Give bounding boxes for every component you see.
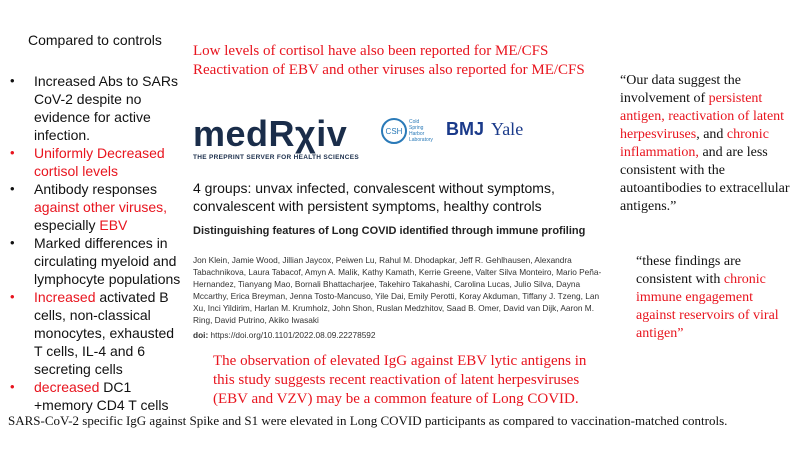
quote-text: chronic inflammation, [620,127,769,160]
bullet-text: EBV [99,217,128,233]
left-bullet-item [8,288,183,378]
csh-line: Laboratory [409,137,433,143]
bullet-text: Increased Abs to SARs CoV-2 despite no evidence for active infection. [34,73,178,143]
quote-text: “Our data suggest the involvement of [620,73,741,106]
quote-text: “these findings are consistent with [636,254,741,287]
top-note [193,42,585,80]
csh-mark-text: CSH [385,127,403,136]
csh-line: Cold [409,119,420,125]
footer-note: SARS-CoV-2 specific IgG against Spike and S1 were elevated in Long COVID participants as compared to vaccination-matched controls. [8,413,728,428]
bullet-text: especially [34,217,100,233]
bullet-dot: • [10,235,15,250]
quote-text: and are less consistent with the autoantibodies to extracellular antigens.” [620,145,790,214]
bullet-dot: • [10,73,15,88]
bmj-logo: BMJ [446,119,485,139]
right-quote [620,72,795,216]
right-quote-2 [636,253,786,343]
left-bullet-list [8,72,183,414]
quote-text: , and [696,127,727,142]
quote-text: persistent antigen, reactivation of latent herpesviruses [620,91,785,142]
bullet-dot: • [10,289,15,304]
medrxiv-tagline: THE PREPRINT SERVER FOR HEALTH SCIENCES [193,154,360,161]
left-bullet-item [8,72,183,144]
bullet-dot: • [10,181,15,196]
left-bullet-item [8,378,183,414]
doi-label: doi: [193,330,209,340]
bullet-dot: • [10,145,15,160]
bullet-text: decreased [34,379,100,395]
left-column-title: Compared to controls [28,32,162,48]
bullet-text: activated B cells, non-classical monocytes, exhausted T cells, IL-4 and 6 secreting cells [34,289,175,377]
bottom-note: The observation of elevated IgG against EBV lytic antigens in this study suggests recent reactivation of latent herpesviruses (EBV and VZV) may be a common feature of Long COVID. [213,353,587,407]
paper-authors: Jon Klein, Jamie Wood, Jillian Jaycox, Peiwen Lu, Rahul M. Dhodapkar, Jeff R. Gehlhausen, Alexandra Tabachnikova, Laura Tabacof, Amyn A. Malik, Kathy Kamath, Kerrie Greene, Valter Silva Monteiro, Mario Peña-Hernandez, Tianyang Mao, Bornali Bhattacharjee, Takehiro Takahashi, Carolina Lucas, Julio Silva, Dayna Mccarthy, Erica Breyman, Jenna Tosto-Mancuso, Yile Dai, Emily Perotti, Koray Akduman, Tiffany J. Tzeng, Lan Xu, Inci Yildirim, Harlan M. Krumholz, John Shon, Ruslan Medzhitov, Saad B. Omer, David van Dijk, Aaron M. Ring, David Putrino, Akiko Iwasaki [193,255,602,325]
csh-line: Spring [409,125,424,131]
bullet-text: Marked differences in circulating myeloid and lymphocyte populations [34,235,181,287]
bullet-text: Antibody responses [34,181,157,197]
quote-text: chronic immune engagement against reservoirs of viral antigen” [636,272,779,341]
csh-logo [380,116,434,146]
bullet-dot: • [10,379,15,394]
study-groups-text: 4 groups: unvax infected, convalescent without symptoms, convalescent with persistent symptoms, healthy controls [193,180,555,214]
left-bullet-item [8,234,183,288]
top-note-line-2: Reactivation of EBV and other viruses also reported for ME/CFS [193,62,585,78]
bullet-text: DC1 +memory CD4 T cells [34,379,169,413]
medrxiv-wordmark: medRχiv [193,113,348,154]
yale-logo: Yale [491,119,524,139]
bullet-text: Uniformly Decreased cortisol levels [34,145,165,179]
bullet-text: against other viruses, [34,199,168,215]
left-bullet-item [8,180,183,234]
doi-link[interactable]: https://doi.org/10.1101/2022.08.09.22278592 [210,330,376,340]
paper-doi [193,330,376,340]
paper-title: Distinguishing features of Long COVID identified through immune profiling [193,225,586,237]
bullet-text: Increased [34,289,96,305]
left-bullet-item [8,144,183,180]
top-note-line-1: Low levels of cortisol have also been reported for ME/CFS [193,43,549,59]
csh-line: Harbor [409,131,425,137]
